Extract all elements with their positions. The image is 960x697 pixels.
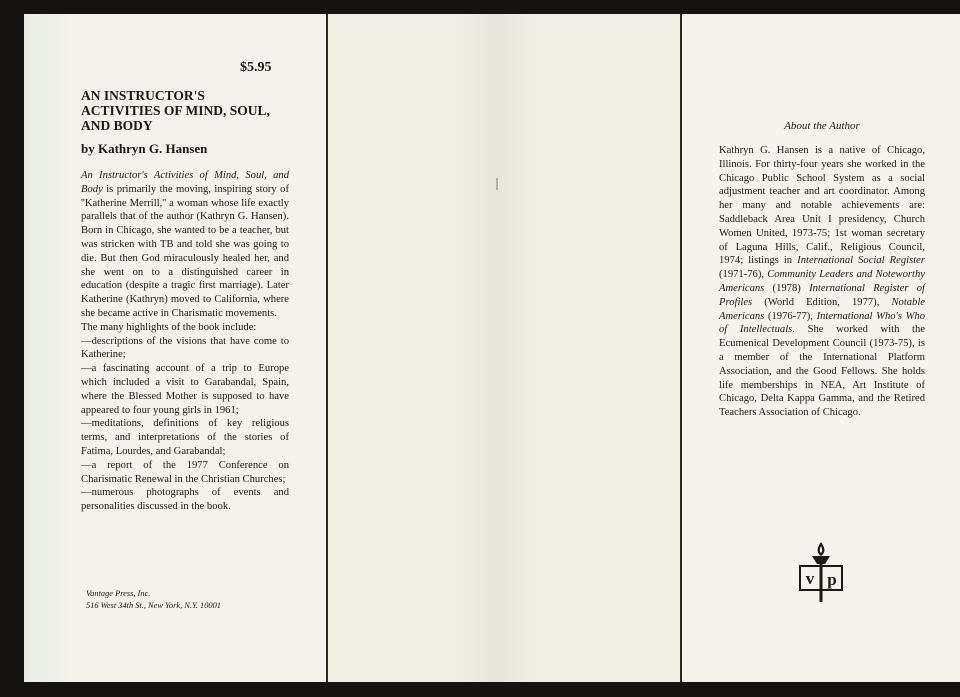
paper-crease	[496, 178, 498, 190]
title-line: AN INSTRUCTOR'S	[81, 88, 205, 103]
bio-publication: International Who's Who of Intellectuals	[719, 310, 925, 336]
about-author-heading: About the Author	[784, 120, 860, 132]
flap-blurb	[81, 169, 289, 514]
blank-back-panel	[328, 14, 680, 682]
blurb-book-title: An Instructor's Activities of Mind, Soul, and Body	[81, 170, 289, 195]
highlight-item: —a fascinating account of a trip to Europe which included a visit to Garabandal, Spain, where the Blessed Mother is supposed to have appeared to four young girls in 1961;	[81, 363, 289, 416]
author-bio	[719, 144, 925, 420]
book-title	[81, 88, 301, 133]
bio-text: Kathryn G. Hansen is a native of Chicago, Illinois. For thirty-four years she worked in the Chicago Public School System as a social adjustment teacher and art coordinator. Among her many and notable achievements are: Saddleback Area Unit I presidency, Church Women United, 1973-75; 1st woman secretary of Laguna Hills, Calif., Religious Council, 1974; listings in	[719, 145, 925, 267]
bio-text: . She worked with the Ecumenical Development Council (1973-75), is a member of the International Platform Association, and the Good Fellows. She holds life memberships in NEA, Art Institute of Chicago, Delta Kappa Gamma, and the Retired Teachers Association of Chicago.	[719, 324, 925, 419]
highlight-item: —numerous photographs of events and personalities discussed in the book.	[81, 487, 289, 513]
bio-text: (1978)	[764, 282, 810, 294]
highlight-item: —a report of the 1977 Conference on Charismatic Renewal in the Christian Churches;	[81, 459, 289, 485]
title-line: ACTIVITIES OF MIND, SOUL,	[81, 103, 270, 118]
bio-text: (World Edition, 1977),	[752, 296, 892, 308]
publisher-logo-torch-icon	[796, 540, 846, 604]
publisher-info	[86, 588, 286, 612]
title-line: AND BODY	[81, 118, 153, 133]
highlight-item: —meditations, definitions of key religious terms, and interpretations of the stories of Fatima, Lourdes, and Garabandal;	[81, 418, 289, 457]
bio-text: (1971-76),	[719, 269, 768, 281]
bio-publication: Notable Americans	[719, 296, 925, 322]
bio-publication: International Register of Profiles	[719, 282, 926, 308]
blurb-intro: is primarily the moving, inspiring story of ''Katherine Merrill,'' a woman whose life exactly parallels that of the author (Kathryn G. Hansen). Born in Chicago, she wanted to be a teacher, but was stricken with TB and told she was going to die. But then God miraculously healed her, and she went on to a distinguished career in education (despite a tragic first marriage). Later Katherine (Kathryn) moved to California, where she became active in Charismatic movements.	[81, 183, 289, 319]
bio-text: (1976-77),	[764, 310, 817, 322]
author-byline: by Kathryn G. Hansen	[81, 141, 208, 156]
highlight-item: —descriptions of the visions that have come to Katherine;	[81, 335, 289, 361]
publisher-address: 516 West 34th St., New York, N.Y. 10001	[86, 601, 221, 610]
bio-publication: Community Leaders and Noteworthy Americans	[719, 269, 925, 294]
svg-text:p: p	[827, 570, 837, 589]
price-label: $5.95	[240, 60, 272, 75]
blurb-paragraph	[81, 169, 289, 321]
svg-text:v: v	[805, 569, 815, 588]
highlights-intro: The many highlights of the book include:	[81, 321, 257, 333]
bio-publication: International Social Register	[797, 255, 925, 267]
publisher-name: Vantage Press, Inc.	[86, 589, 151, 598]
